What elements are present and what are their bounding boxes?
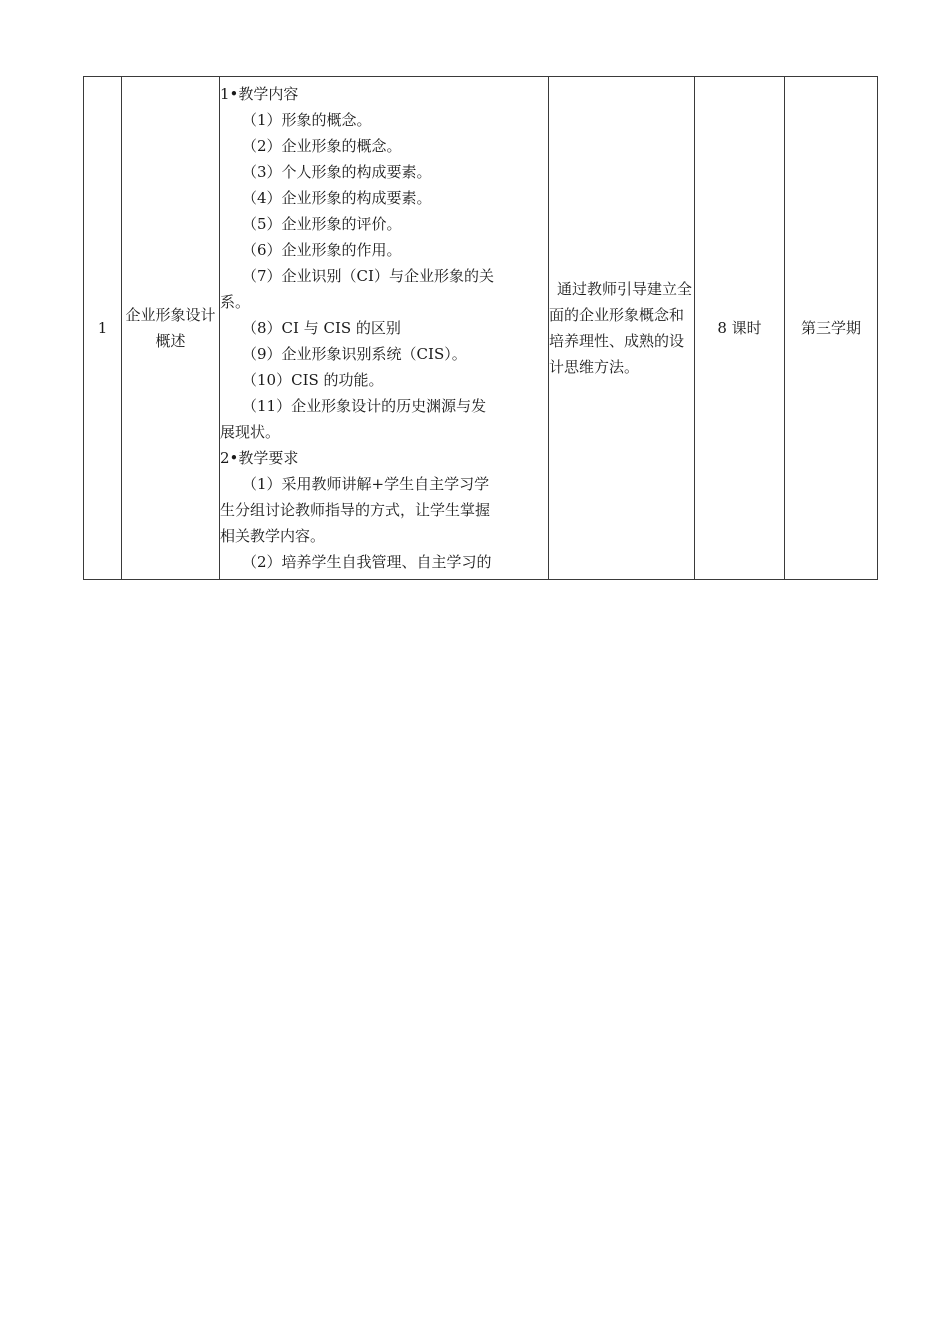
content-item: （2）企业形象的概念。 <box>242 137 402 155</box>
teaching-content-cell <box>220 77 549 580</box>
hours-cell <box>695 77 785 580</box>
unit-title: 企业形象设计概述 <box>125 306 216 350</box>
unit-title-cell <box>122 77 220 580</box>
content-item-continuation: 相关教学内容。 <box>220 527 326 545</box>
content-heading: 2•教学要求 <box>220 449 299 467</box>
content-item-continuation: 生分组讨论教师指导的方式，让学生掌握 <box>220 501 491 519</box>
content-heading: 1•教学内容 <box>220 85 299 103</box>
content-item-continuation: 系。 <box>220 293 251 311</box>
content-item: （5）企业形象的评价。 <box>242 215 402 233</box>
content-item: （4）企业形象的构成要素。 <box>242 189 432 207</box>
content-item: （11）企业形象设计的历史渊源与发 <box>242 397 487 415</box>
content-item: （1）形象的概念。 <box>242 111 372 129</box>
unit-number: 1 <box>97 319 108 337</box>
content-item-continuation: 展现状。 <box>220 423 281 441</box>
course-syllabus-table <box>83 76 878 580</box>
unit-number-cell <box>84 77 122 580</box>
content-item: （2）培养学生自我管理、自主学习的 <box>242 553 492 571</box>
content-item: （9）企业形象识别系统（CIS）。 <box>242 345 467 363</box>
content-item: （10）CIS 的功能。 <box>242 371 384 389</box>
semester: 第三学期 <box>800 319 861 337</box>
content-item: （1）采用教师讲解+学生自主学习学 <box>242 475 490 493</box>
table-row <box>84 77 878 580</box>
term-cell <box>785 77 878 580</box>
content-item: （6）企业形象的作用。 <box>242 241 402 259</box>
content-item: （7）企业识别（CI）与企业形象的关 <box>242 267 494 285</box>
content-item: （8）CI 与 CIS 的区别 <box>242 319 401 337</box>
content-item: （3）个人形象的构成要素。 <box>242 163 432 181</box>
class-hours: 8 课时 <box>717 319 762 337</box>
teaching-goal-cell <box>549 77 695 580</box>
teaching-goal: 通过教师引导建立全面的企业形象概念和培养理性、成熟的设计思维方法。 <box>549 280 693 376</box>
